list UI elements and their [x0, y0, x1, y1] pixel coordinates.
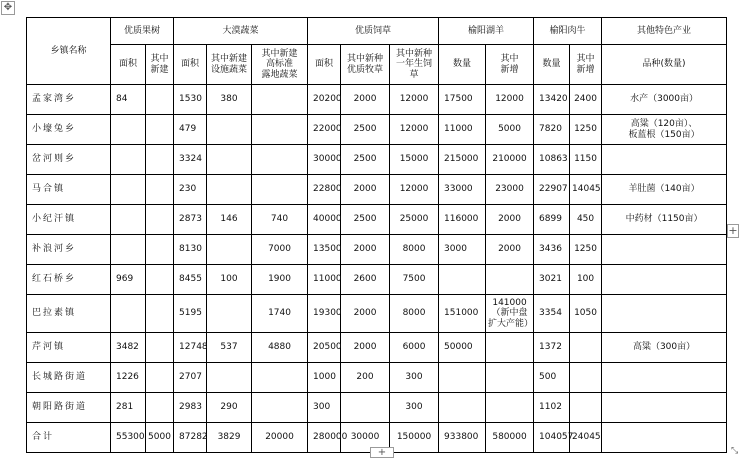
data-cell: 2000	[341, 295, 390, 333]
data-cell: 20500	[308, 333, 341, 363]
data-cell: 6000	[390, 333, 439, 363]
data-cell	[486, 265, 534, 295]
town-name-cell: 岔河则乡	[27, 145, 111, 175]
data-cell: 500	[534, 363, 570, 393]
header-sub-cell: 其中新建 设施蔬菜	[207, 45, 252, 85]
table-row	[27, 295, 727, 333]
data-cell: 580000	[486, 423, 534, 453]
table-row	[27, 265, 727, 295]
data-cell: 1250	[570, 235, 602, 265]
data-cell: 1226	[111, 363, 146, 393]
data-cell	[439, 265, 486, 295]
header-sub-cell: 面积	[174, 45, 207, 85]
data-cell: 7500	[390, 265, 439, 295]
data-cell	[252, 363, 308, 393]
data-cell: 20200	[308, 85, 341, 115]
data-cell: 6899	[534, 205, 570, 235]
header-group-fruit: 优质果树	[111, 18, 174, 45]
data-cell: 2400	[570, 85, 602, 115]
data-cell: 12000	[390, 115, 439, 145]
data-cell: 高粱（300亩）	[602, 333, 727, 363]
data-cell: 3482	[111, 333, 146, 363]
data-cell: 22907	[534, 175, 570, 205]
data-cell: 151000	[439, 295, 486, 333]
data-cell	[252, 175, 308, 205]
data-cell: 141000 （新中盘 扩大产能）	[486, 295, 534, 333]
data-cell	[486, 363, 534, 393]
data-cell: 300	[390, 393, 439, 423]
data-cell: 1900	[252, 265, 308, 295]
header-town-name: 乡镇名称	[27, 18, 111, 85]
data-cell	[207, 175, 252, 205]
data-cell: 2000	[341, 85, 390, 115]
data-cell: 11000	[439, 115, 486, 145]
town-name-cell: 补浪河乡	[27, 235, 111, 265]
data-cell: 537	[207, 333, 252, 363]
data-cell	[146, 295, 174, 333]
data-cell: 2000	[341, 175, 390, 205]
table-row	[27, 85, 727, 115]
town-name-cell: 马合镇	[27, 175, 111, 205]
data-cell: 12000	[390, 85, 439, 115]
header-row	[27, 18, 727, 45]
data-cell: 12748	[174, 333, 207, 363]
data-cell: 22000	[308, 115, 341, 145]
data-cell	[570, 333, 602, 363]
data-cell	[111, 205, 146, 235]
data-cell: 8455	[174, 265, 207, 295]
data-cell: 100	[207, 265, 252, 295]
data-cell: 104057	[534, 423, 570, 453]
data-cell: 1250	[570, 115, 602, 145]
header-sub-cell: 其中新种 一年生饲草	[390, 45, 439, 85]
data-cell: 15000	[390, 145, 439, 175]
data-cell: 10863	[534, 145, 570, 175]
header-group-forage: 优质饲草	[308, 18, 439, 45]
data-cell: 25000	[390, 205, 439, 235]
data-cell: 14045	[570, 175, 602, 205]
data-cell: 3829	[207, 423, 252, 453]
data-cell	[252, 393, 308, 423]
header-sub-cell: 数量	[439, 45, 486, 85]
data-cell: 7000	[252, 235, 308, 265]
subheader-row	[27, 45, 727, 85]
data-cell: 3436	[534, 235, 570, 265]
data-cell: 100	[570, 265, 602, 295]
data-cell: 8000	[390, 235, 439, 265]
data-cell	[602, 393, 727, 423]
data-cell: 50000	[439, 333, 486, 363]
data-cell: 2983	[174, 393, 207, 423]
add-row-button[interactable]: +	[370, 447, 394, 458]
data-cell: 7820	[534, 115, 570, 145]
data-cell: 2000	[486, 235, 534, 265]
data-cell: 380	[207, 85, 252, 115]
data-cell: 2873	[174, 205, 207, 235]
data-cell: 1740	[252, 295, 308, 333]
data-cell: 2000	[486, 205, 534, 235]
data-cell: 300	[308, 393, 341, 423]
header-group-sheep: 榆阳湖羊	[439, 18, 534, 45]
data-cell	[146, 205, 174, 235]
data-cell	[439, 393, 486, 423]
industry-table	[26, 17, 727, 453]
data-cell: 23000	[486, 175, 534, 205]
data-cell: 479	[174, 115, 207, 145]
data-cell: 3021	[534, 265, 570, 295]
data-cell	[207, 235, 252, 265]
data-cell: 5195	[174, 295, 207, 333]
header-sub-cell: 面积	[308, 45, 341, 85]
data-cell: 12000	[486, 85, 534, 115]
data-cell	[111, 295, 146, 333]
data-cell: 290	[207, 393, 252, 423]
data-cell: 740	[252, 205, 308, 235]
data-cell	[146, 333, 174, 363]
header-sub-cell: 其中 新增	[486, 45, 534, 85]
data-cell: 210000	[486, 145, 534, 175]
add-column-button[interactable]: +	[728, 224, 738, 237]
header-sub-cell: 数量	[534, 45, 570, 85]
data-cell: 33000	[439, 175, 486, 205]
data-cell	[570, 363, 602, 393]
data-cell: 84	[111, 85, 146, 115]
data-cell	[207, 363, 252, 393]
data-cell	[146, 393, 174, 423]
data-cell: 230	[174, 175, 207, 205]
data-cell: 87282	[174, 423, 207, 453]
header-sub-cell: 其中 新增	[570, 45, 602, 85]
data-cell: 150000	[390, 423, 439, 453]
data-cell: 20000	[252, 423, 308, 453]
data-cell	[146, 145, 174, 175]
data-cell: 2000	[341, 235, 390, 265]
header-group-other: 其他特色产业	[602, 18, 727, 45]
data-cell	[207, 295, 252, 333]
data-cell	[341, 393, 390, 423]
data-cell: 1530	[174, 85, 207, 115]
data-cell: 3354	[534, 295, 570, 333]
data-cell	[207, 145, 252, 175]
data-cell: 300	[390, 363, 439, 393]
table-row	[27, 333, 727, 363]
data-cell	[146, 265, 174, 295]
data-cell: 中药材（1150亩）	[602, 205, 727, 235]
data-cell	[486, 333, 534, 363]
table-body	[27, 18, 727, 453]
table-row	[27, 393, 727, 423]
data-cell: 281	[111, 393, 146, 423]
data-cell	[111, 175, 146, 205]
data-cell: 2707	[174, 363, 207, 393]
data-cell: 1000	[308, 363, 341, 393]
data-cell	[439, 363, 486, 393]
data-cell: 2000	[341, 333, 390, 363]
data-cell: 羊肚菌（140亩）	[602, 175, 727, 205]
data-cell: 13420	[534, 85, 570, 115]
data-cell: 2500	[341, 115, 390, 145]
data-cell: 969	[111, 265, 146, 295]
data-cell: 高粱（120亩）、 板蓝根（150亩）	[602, 115, 727, 145]
town-name-cell: 巴拉素镇	[27, 295, 111, 333]
data-cell	[146, 115, 174, 145]
data-cell	[602, 265, 727, 295]
header-sub-cell: 品种(数量)	[602, 45, 727, 85]
data-cell: 1102	[534, 393, 570, 423]
data-cell	[146, 175, 174, 205]
data-cell: 280000	[308, 423, 341, 453]
data-cell: 5000	[486, 115, 534, 145]
data-cell	[252, 85, 308, 115]
data-cell: 933800	[439, 423, 486, 453]
data-cell	[146, 85, 174, 115]
data-cell: 30000	[341, 423, 390, 453]
data-cell	[602, 423, 727, 453]
data-cell	[111, 145, 146, 175]
header-sub-cell: 其中新种 优质牧草	[341, 45, 390, 85]
data-cell: 2500	[341, 145, 390, 175]
data-cell	[252, 115, 308, 145]
data-cell	[252, 145, 308, 175]
data-cell	[146, 363, 174, 393]
data-cell: 1150	[570, 145, 602, 175]
data-cell: 40000	[308, 205, 341, 235]
data-cell: 12000	[390, 175, 439, 205]
data-cell: 22800	[308, 175, 341, 205]
data-cell	[602, 235, 727, 265]
data-cell	[602, 363, 727, 393]
header-sub-cell: 其中新建 高标准 露地蔬菜	[252, 45, 308, 85]
town-name-cell: 长城路街道	[27, 363, 111, 393]
data-cell: 2500	[341, 205, 390, 235]
header-sub-cell: 面积	[111, 45, 146, 85]
table-row	[27, 235, 727, 265]
data-cell: 2600	[341, 265, 390, 295]
header-group-vegetable: 大漠蔬菜	[174, 18, 308, 45]
town-name-cell: 芹河镇	[27, 333, 111, 363]
town-name-cell: 合计	[27, 423, 111, 453]
data-cell: 水产（3000亩）	[602, 85, 727, 115]
data-cell: 30000	[308, 145, 341, 175]
data-cell: 1050	[570, 295, 602, 333]
data-cell	[146, 235, 174, 265]
town-name-cell: 小壕兔乡	[27, 115, 111, 145]
table-row	[27, 115, 727, 145]
town-name-cell: 小纪汗镇	[27, 205, 111, 235]
town-name-cell: 红石桥乡	[27, 265, 111, 295]
data-cell: 3000	[439, 235, 486, 265]
data-cell: 5000	[146, 423, 174, 453]
data-cell: 55300	[111, 423, 146, 453]
header-group-cattle: 榆阳肉牛	[534, 18, 602, 45]
data-cell: 4880	[252, 333, 308, 363]
header-sub-cell: 其中 新建	[146, 45, 174, 85]
table-row	[27, 363, 727, 393]
table-row	[27, 145, 727, 175]
data-cell: 116000	[439, 205, 486, 235]
data-cell: 8000	[390, 295, 439, 333]
data-cell: 19300	[308, 295, 341, 333]
data-cell	[207, 115, 252, 145]
data-cell	[570, 393, 602, 423]
table-move-handle[interactable]: ✥	[1, 1, 15, 15]
data-cell	[486, 393, 534, 423]
town-name-cell: 孟家湾乡	[27, 85, 111, 115]
data-cell: 146	[207, 205, 252, 235]
data-cell	[602, 145, 727, 175]
data-cell: 450	[570, 205, 602, 235]
town-name-cell: 朝阳路街道	[27, 393, 111, 423]
data-cell	[111, 235, 146, 265]
table-row	[27, 175, 727, 205]
data-cell: 8130	[174, 235, 207, 265]
data-cell	[111, 115, 146, 145]
table-resize-handle[interactable]: ⤡	[731, 446, 739, 456]
data-cell: 200	[341, 363, 390, 393]
data-cell: 11000	[308, 265, 341, 295]
data-cell: 17500	[439, 85, 486, 115]
data-cell: 215000	[439, 145, 486, 175]
data-cell: 1372	[534, 333, 570, 363]
data-cell: 13500	[308, 235, 341, 265]
data-cell: 24045	[570, 423, 602, 453]
table-row	[27, 205, 727, 235]
data-cell: 3324	[174, 145, 207, 175]
data-cell	[602, 295, 727, 333]
